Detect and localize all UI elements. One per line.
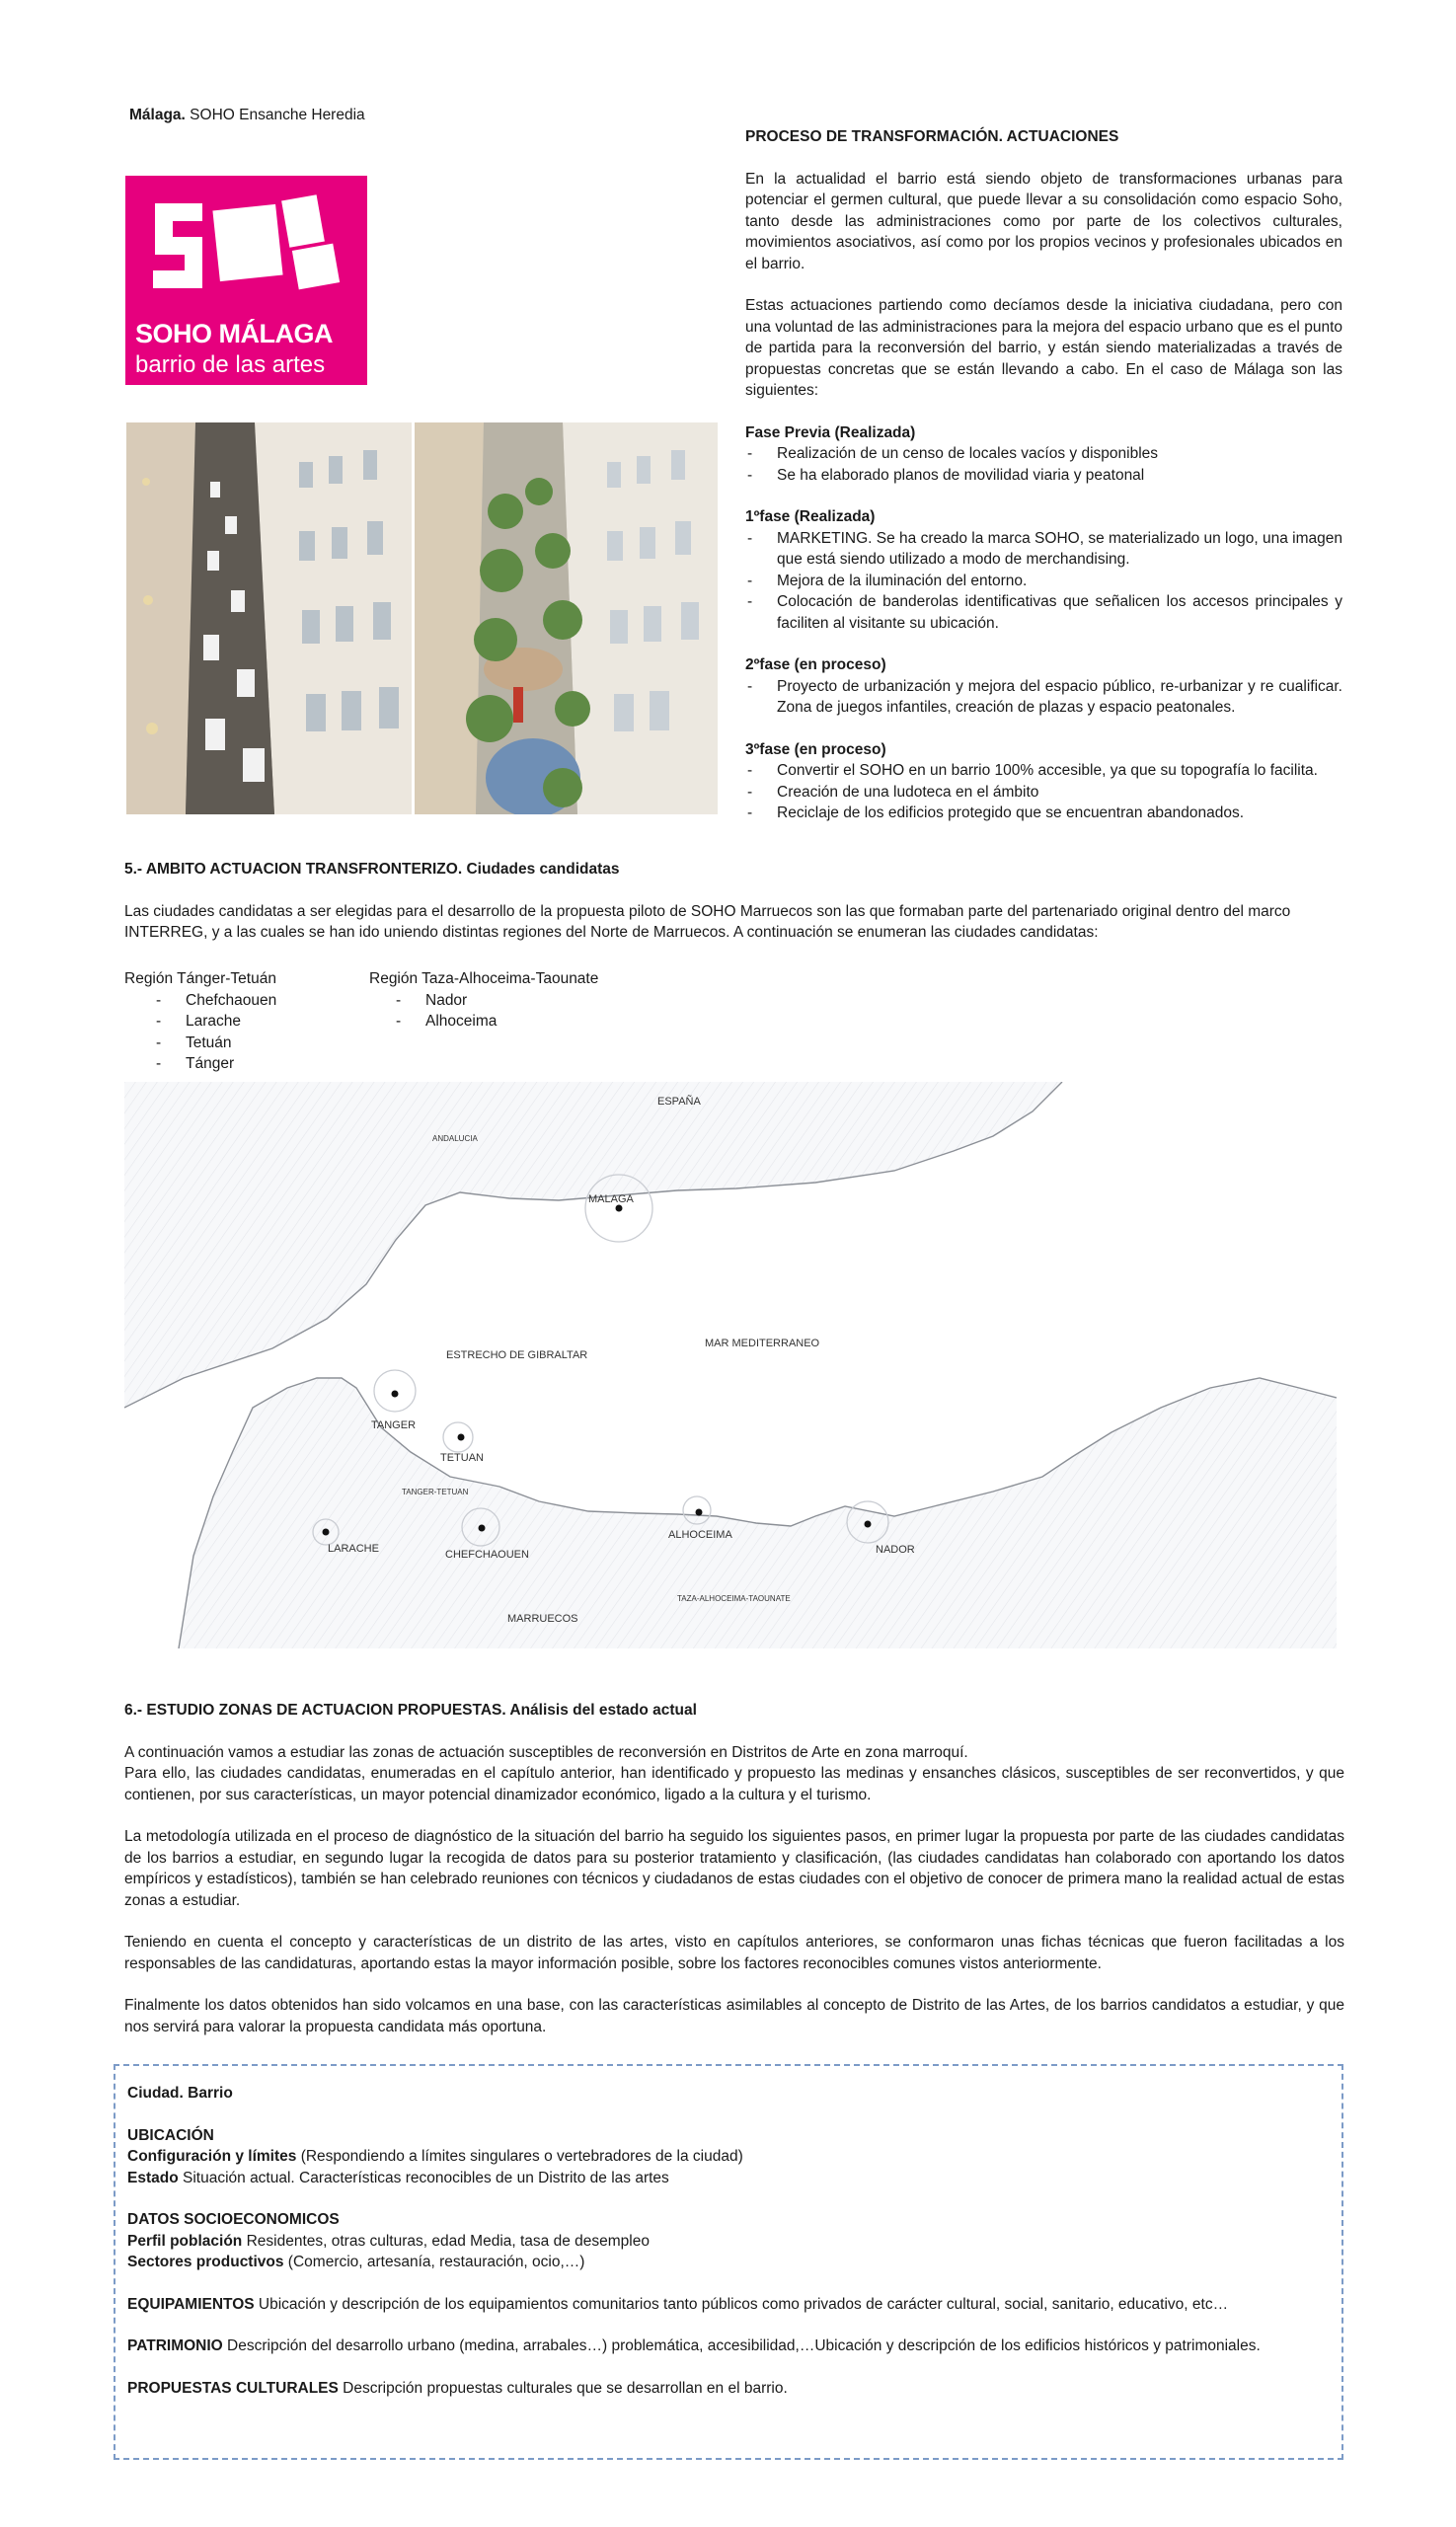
phase-item: - Proyecto de urbanización y mejora del espacio público, re-urbanizar y re cualificar. Zona de juegos infantiles, creación de plazas y espacio peatonales.: [745, 676, 1342, 719]
ficha-patrimonio-line: PATRIMONIO Descripción del desarrollo urbano (medina, arrabales…) problemática, accesibilidad,…Ubicación y descripción de los edificios históricos y patrimoniales.: [127, 2337, 1261, 2354]
section-6-paragraph: La metodología utilizada en el proceso de diagnóstico de la situación del barrio ha seguido los siguientes pasos, en primer lugar la propuesta por parte de las ciudades candidatas de los barrios a estudiar, en segundo lugar la recogida de datos para su posterior tratamiento y clasificación, (las ciudades candidatas han colaborado con aportando los datos empíricos y estadísticos), también se han celebrado reuniones con técnicos y ciudadanos de estas ciudades con el objetivo de conocer de primera mano la realidad actual de estas zonas a estudiar.: [124, 1828, 1344, 1909]
soho-malaga-logo: [125, 176, 367, 385]
map-label-espana: ESPAÑA: [657, 1096, 701, 1108]
map-label-marruecos: MARRUECOS: [507, 1613, 578, 1625]
phase-item: - Creación de una ludoteca en el ámbito: [745, 782, 1342, 804]
phase-item: - Reciclaje de los edificios protegido que se encuentran abandonados.: [745, 803, 1342, 824]
logo-title: SOHO MÁLAGA: [135, 319, 333, 348]
phase-title: Fase Previa (Realizada): [745, 423, 916, 441]
section-5-intro: Las ciudades candidatas a ser elegidas para el desarrollo de la propuesta piloto de SOHO Marruecos son las que formaban parte del partenariado original dentro del marco INTERREG, y a las cuales se han ido uniendo distintas regiones del Norte de Marruecos. A continuación se enumeran las ciudades candidatas:: [124, 902, 1291, 941]
ficha-sectores-line: Sectores productivos (Comercio, artesanía, restauración, ocio,…): [127, 2254, 585, 2270]
city-item: - Tánger: [154, 1053, 371, 1075]
process-paragraph-2: Estas actuaciones partiendo como decíamos desde la iniciativa ciudadana, pero con una voluntad de las administraciones para la mejora del espacio urbano que es el punto de partida para la reconversión del barrio, y están siendo materializadas a través de propuestas concretas que se están llevando a cabo. En el caso de Málaga son las siguientes:: [745, 297, 1342, 399]
phase-item: - Colocación de banderolas identificativas que señalicen los accesos principales y faciliten al visitante su ubicación.: [745, 591, 1342, 634]
process-section: [745, 126, 1342, 824]
section-6-title: 6.- ESTUDIO ZONAS DE ACTUACION PROPUESTAS. Análisis del estado actual: [124, 1702, 697, 1719]
logo-tagline: barrio de las artes: [135, 351, 326, 378]
map-label-tetuan: TETUAN: [440, 1452, 484, 1464]
ficha-ubicacion-heading: UBICACIÓN: [127, 2126, 214, 2144]
map-label-malaga: MALAGA: [588, 1193, 634, 1205]
ficha-estado-line: Estado Situación actual. Características reconocibles de un Distrito de las artes: [127, 2169, 669, 2186]
ficha-perfil-line: Perfil población Residentes, otras culturas, edad Media, tasa de desempleo: [127, 2232, 650, 2250]
region-map: [124, 1082, 1337, 1648]
street-photo-before: [126, 422, 412, 814]
ficha-config-line: Configuración y límites (Respondiendo a límites singulares o vertebradores de la ciudad): [127, 2148, 743, 2165]
strait-map-svg: [124, 1082, 1337, 1648]
map-label-larache: LARACHE: [328, 1543, 379, 1555]
header-subtitle: SOHO Ensanche Heredia: [190, 107, 365, 123]
map-label-nador: NADOR: [876, 1544, 915, 1556]
section-6-paragraph: Teniendo en cuenta el concepto y características de un distrito de las artes, visto en capítulos anteriores, se conformaron unas fichas técnicas que fueron facilitadas a los responsables de las candidaturas, aportando estas la mayor información posible, sobre los factores reconocibles comunes vistos anteriormente.: [124, 1934, 1344, 1972]
city-item: - Larache: [154, 1011, 371, 1033]
section-5: [124, 859, 1344, 944]
phase-title: 2ºfase (en proceso): [745, 656, 886, 673]
region-name: Región Taza-Alhoceima-Taounate: [369, 970, 599, 987]
region-name: Región Tánger-Tetuán: [124, 970, 276, 987]
map-label-taza: TAZA-ALHOCEIMA-TAOUNATE: [677, 1594, 791, 1603]
ficha-equipamientos-line: EQUIPAMIENTOS Ubicación y descripción de los equipamientos comunitarios tanto públicos como privados de carácter cultural, social, sanitario, educativo, etc…: [127, 2295, 1229, 2313]
header-city: Málaga.: [129, 107, 186, 123]
phase-item: - Mejora de la iluminación del entorno.: [745, 571, 1342, 592]
map-label-alhoceima: ALHOCEIMA: [668, 1529, 732, 1541]
phase-title: 3ºfase (en proceso): [745, 740, 886, 758]
street-photo-after: [415, 422, 718, 814]
map-label-mar: MAR MEDITERRANEO: [705, 1338, 820, 1349]
map-label-tanger-tetuan: TANGER-TETUAN: [402, 1488, 469, 1496]
page-header: [129, 105, 365, 126]
section-5-title: 5.- AMBITO ACTUACION TRANSFRONTERIZO. Ciudades candidatas: [124, 861, 620, 878]
phase-item: - Realización de un censo de locales vacíos y disponibles: [745, 443, 1342, 465]
phase-title: 1ºfase (Realizada): [745, 508, 876, 525]
ficha-propuestas-line: PROPUESTAS CULTURALES Descripción propuestas culturales que se desarrollan en el barrio.: [127, 2379, 788, 2397]
city-item: - Alhoceima: [394, 1011, 685, 1033]
section-6: [124, 1700, 1344, 2037]
section-6-paragraph: Para ello, las ciudades candidatas, enumeradas en el capítulo anterior, han identificado y propuesto las medinas y ensanches clásicos, susceptibles de ser reconvertidos, y que contienen, por sus características, un mayor potencial dinamizador económico, ligado a la cultura y el turismo.: [124, 1765, 1344, 1803]
map-label-chefchaouen: CHEFCHAOUEN: [445, 1549, 529, 1561]
phase-item: - Se ha elaborado planos de movilidad viaria y peatonal: [745, 465, 1342, 487]
ficha-tecnica-box: [114, 2064, 1343, 2460]
section-6-paragraph: Finalmente los datos obtenidos han sido volcamos en una base, con las características asimilables al concepto de Distrito de las Artes, de los barrios candidatos a estudiar, y que nos servirá para valorar la propuesta candidata más oportuna.: [124, 1997, 1344, 2035]
city-item: - Chefchaouen: [154, 990, 371, 1012]
ficha-datos-heading: DATOS SOCIOECONOMICOS: [127, 2211, 340, 2228]
ficha-title: Ciudad. Barrio: [127, 2085, 233, 2102]
phase-item: - Convertir el SOHO en un barrio 100% accesible, ya que su topografía lo facilita.: [745, 760, 1342, 782]
region-tanger-tetuan: [124, 968, 371, 1075]
city-item: - Nador: [394, 990, 685, 1012]
map-label-estrecho: ESTRECHO DE GIBRALTAR: [446, 1349, 588, 1361]
region-taza-alhoceima: [369, 968, 685, 1033]
map-label-andalucia: ANDALUCIA: [432, 1134, 478, 1143]
map-label-tanger: TANGER: [371, 1419, 417, 1431]
process-title: PROCESO DE TRANSFORMACIÓN. ACTUACIONES: [745, 128, 1119, 145]
phase-item: - MARKETING. Se ha creado la marca SOHO, se materializado un logo, una imagen que está siendo utilizado a modo de merchandising.: [745, 528, 1342, 571]
process-paragraph-1: En la actualidad el barrio está siendo objeto de transformaciones urbanas para potenciar el germen cultural, que puede llevar a su consolidación como espacio Soho, tanto desde las administraciones como por parte de los colectivos culturales, movimientos asociativos, así como por los propios vecinos y profesionales ubicados en el barrio.: [745, 170, 1342, 272]
city-item: - Tetuán: [154, 1033, 371, 1054]
section-6-paragraph: A continuación vamos a estudiar las zonas de actuación susceptibles de reconversión en Distritos de Arte en zona marroquí.: [124, 1743, 968, 1761]
